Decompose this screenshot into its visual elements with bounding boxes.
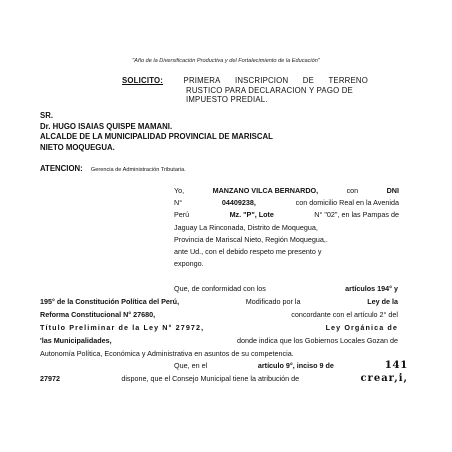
article-reference: artículo 9°, inciso 9 de xyxy=(257,361,334,370)
attention-line xyxy=(40,164,186,173)
request-line-1 xyxy=(122,76,368,86)
legal-text: donde indica que los Gobiernos Locales Gozan de xyxy=(236,336,398,345)
legal-reference: Ley de la xyxy=(367,297,398,306)
article-text: dispone, que el Consejo Municipal tiene la atribución de xyxy=(121,374,300,383)
request-word: INSCRIPCION xyxy=(234,76,289,85)
legal-reference: artículos 194° y xyxy=(345,284,398,293)
legal-reference: 'las Municipalidades, xyxy=(40,336,112,345)
legal-line xyxy=(40,308,398,321)
legal-line: Autonomía Política, Económica y Administrativa en asuntos de su competencia. xyxy=(40,349,294,358)
applicant-dni: 04409238, xyxy=(221,198,256,208)
intro-line xyxy=(174,197,399,209)
article-text: crear,i, xyxy=(360,373,408,384)
request-label: SOLICITO: xyxy=(122,76,164,85)
legal-line xyxy=(40,321,398,334)
applicant-name: MANZANO VILCA BERNARDO, xyxy=(212,186,319,195)
request-line-2: RUSTICO PARA DECLARACION Y PAGO DE xyxy=(186,85,353,95)
applicant-lot: Mz. "P", Lote xyxy=(229,210,274,220)
intro-line: Jaguay La Rinconada, Distrito de Moquegua, xyxy=(174,222,318,232)
intro-text: con xyxy=(346,186,359,195)
intro-text: con domicilio Real en la Avenida xyxy=(295,198,399,208)
request-block xyxy=(122,76,368,105)
intro-text: Yo, xyxy=(174,186,185,195)
legal-text: Modificado por la xyxy=(245,297,301,306)
intro-text: N° xyxy=(174,198,183,208)
legal-reference: Título Preliminar de la Ley N° 27972, xyxy=(40,323,205,332)
article-paragraph xyxy=(40,359,408,385)
intro-text: N° "02", en las Pampas de xyxy=(314,210,399,220)
legal-text: concordante con el artículo 2° del xyxy=(291,310,398,319)
addressee-name: Dr. HUGO ISAIAS QUISPE MAMANI. xyxy=(40,121,173,131)
legal-reference: 195° de la Constitución Política del Perú, xyxy=(40,297,180,306)
attention-label: ATENCION: xyxy=(40,164,83,173)
addressee-block xyxy=(40,111,370,153)
law-number: 27972 xyxy=(40,374,60,383)
attention-value: Gerencia de Administración Tributaria. xyxy=(90,167,186,173)
legal-line xyxy=(40,282,398,295)
article-line xyxy=(40,359,408,372)
legal-text: Que, de conformidad con los xyxy=(174,284,266,293)
addressee-office-line-1: ALCALDE DE LA MUNICIPALIDAD PROVINCIAL DE MARISCAL xyxy=(40,132,273,141)
intro-line: Provincia de Mariscal Nieto, Región Moquegua,. xyxy=(174,234,328,244)
request-word: DE xyxy=(302,76,314,85)
intro-line: ante Ud., con el debido respeto me presento y xyxy=(174,247,322,257)
legal-basis-paragraph xyxy=(40,282,398,360)
addressee-office-line-2: NIETO MOQUEGUA. xyxy=(40,142,115,152)
article-text: Que, en el xyxy=(174,361,208,370)
legal-reference: Ley Orgánica de xyxy=(325,323,398,332)
request-word: TERRENO xyxy=(328,76,368,85)
intro-line xyxy=(174,185,399,197)
intro-line: expongo. xyxy=(174,259,204,269)
article-number: 141 xyxy=(384,359,408,371)
legal-line xyxy=(40,295,398,308)
year-motto: "Año de la Diversificación Productiva y del Fortalecimiento de la Educación" xyxy=(132,58,320,64)
request-line-3: IMPUESTO PREDIAL. xyxy=(186,95,268,105)
intro-paragraph xyxy=(174,185,399,270)
legal-line xyxy=(40,334,398,347)
intro-text: DNI xyxy=(386,186,399,195)
addressee-title: SR. xyxy=(40,111,53,120)
legal-reference: Reforma Constitucional N° 27680, xyxy=(40,310,156,319)
request-word: PRIMERA xyxy=(183,76,221,85)
article-line xyxy=(40,372,408,385)
intro-text: Perú xyxy=(174,210,190,220)
intro-line xyxy=(174,209,399,221)
